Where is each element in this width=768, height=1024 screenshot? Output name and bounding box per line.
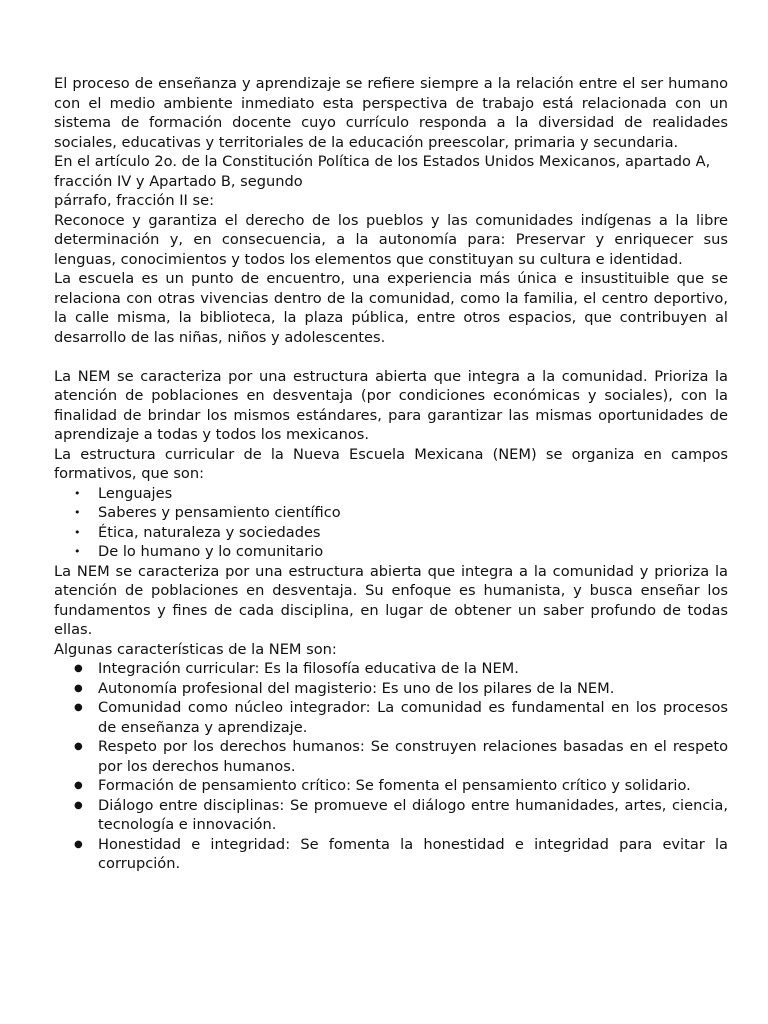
campos-formativos-list xyxy=(54,484,728,562)
paragraph-nem-enfoque: La NEM se caracteriza por una estructura abierta que integra a la comunidad y prioriza la atención de poblaciones en desventaja. Su enfoque es humanista, y busca enseñar los fundamentos y fines de cada disciplina, en lugar de obtener un saber profundo de todas ellas. xyxy=(54,562,728,638)
paragraph-escuela: La escuela es un punto de encuentro, una experiencia más única e insustituible que se relaciona con otras vivencias dentro de la comunidad, como la familia, el centro deportivo, la calle misma, la biblioteca, la plaza pública, entre otros espacios, que contribuyen al desarrollo de las niñas, niños y adolescentes. xyxy=(54,270,728,346)
list-item: ● Formación de pensamiento crítico: Se fomenta el pensamiento crítico y solidario. xyxy=(54,776,728,796)
paragraph-intro: El proceso de enseñanza y aprendizaje se refiere siempre a la relación entre el ser humano con el medio ambiente inmediato esta perspectiva de trabajo está relacionada con un sistema de formación docente cuyo currículo responda a la diversidad de realidades sociales, educativas y territoriales de la educación preescolar, primaria y secundaria. xyxy=(54,75,728,151)
list-item: • Lenguajes xyxy=(54,484,728,504)
paragraph-reconoce: Reconoce y garantiza el derecho de los pueblos y las comunidades indígenas a la libre determinación y, en consecuencia, a la autonomía para: Preservar y enriquecer sus lenguas, conocimientos y todos los elementos que constituyan su cultura e identidad. xyxy=(54,211,728,268)
paragraph-nem-estructura: La NEM se caracteriza por una estructura abierta que integra a la comunidad. Prioriza la atención de poblaciones en desventaja (por condiciones económicas y sociales), con la finalidad de brindar los mismos estándares, para garantizar las mismas oportunidades de aprendizaje a todas y todos los mexicanos. xyxy=(54,367,728,443)
paragraph-estructura-curricular: La estructura curricular de la Nueva Escuela Mexicana (NEM) se organiza en campos formativos, que son: xyxy=(54,445,728,482)
list-item: ● Honestidad e integridad: Se fomenta la honestidad e integridad para evitar la corrupción. xyxy=(54,835,728,874)
list-item: ● Integración curricular: Es la filosofía educativa de la NEM. xyxy=(54,659,728,679)
list-item: ● Diálogo entre disciplinas: Se promueve el diálogo entre humanidades, artes, ciencia, tecnología e innovación. xyxy=(54,796,728,835)
paragraph-parrafo: párrafo, fracción II se: xyxy=(54,192,214,209)
blank-line xyxy=(54,347,728,367)
caracteristicas-list xyxy=(54,659,728,874)
list-item: • De lo humano y lo comunitario xyxy=(54,542,728,562)
list-item: • Ética, naturaleza y sociedades xyxy=(54,523,728,543)
list-item: ● Comunidad como núcleo integrador: La comunidad es fundamental en los procesos de enseñanza y aprendizaje. xyxy=(54,698,728,737)
document-body xyxy=(54,74,728,874)
paragraph-caracteristicas-intro: Algunas características de la NEM son: xyxy=(54,640,337,658)
list-item: ● Respeto por los derechos humanos: Se construyen relaciones basadas en el respeto por los derechos humanos. xyxy=(54,737,728,776)
paragraph-articulo: En el artículo 2o. de la Constitución Política de los Estados Unidos Mexicanos, apartado A, fracción IV y Apartado B, segundo xyxy=(54,153,711,190)
list-item: ● Autonomía profesional del magisterio: Es uno de los pilares de la NEM. xyxy=(54,679,728,699)
list-item: • Saberes y pensamiento científico xyxy=(54,503,728,523)
